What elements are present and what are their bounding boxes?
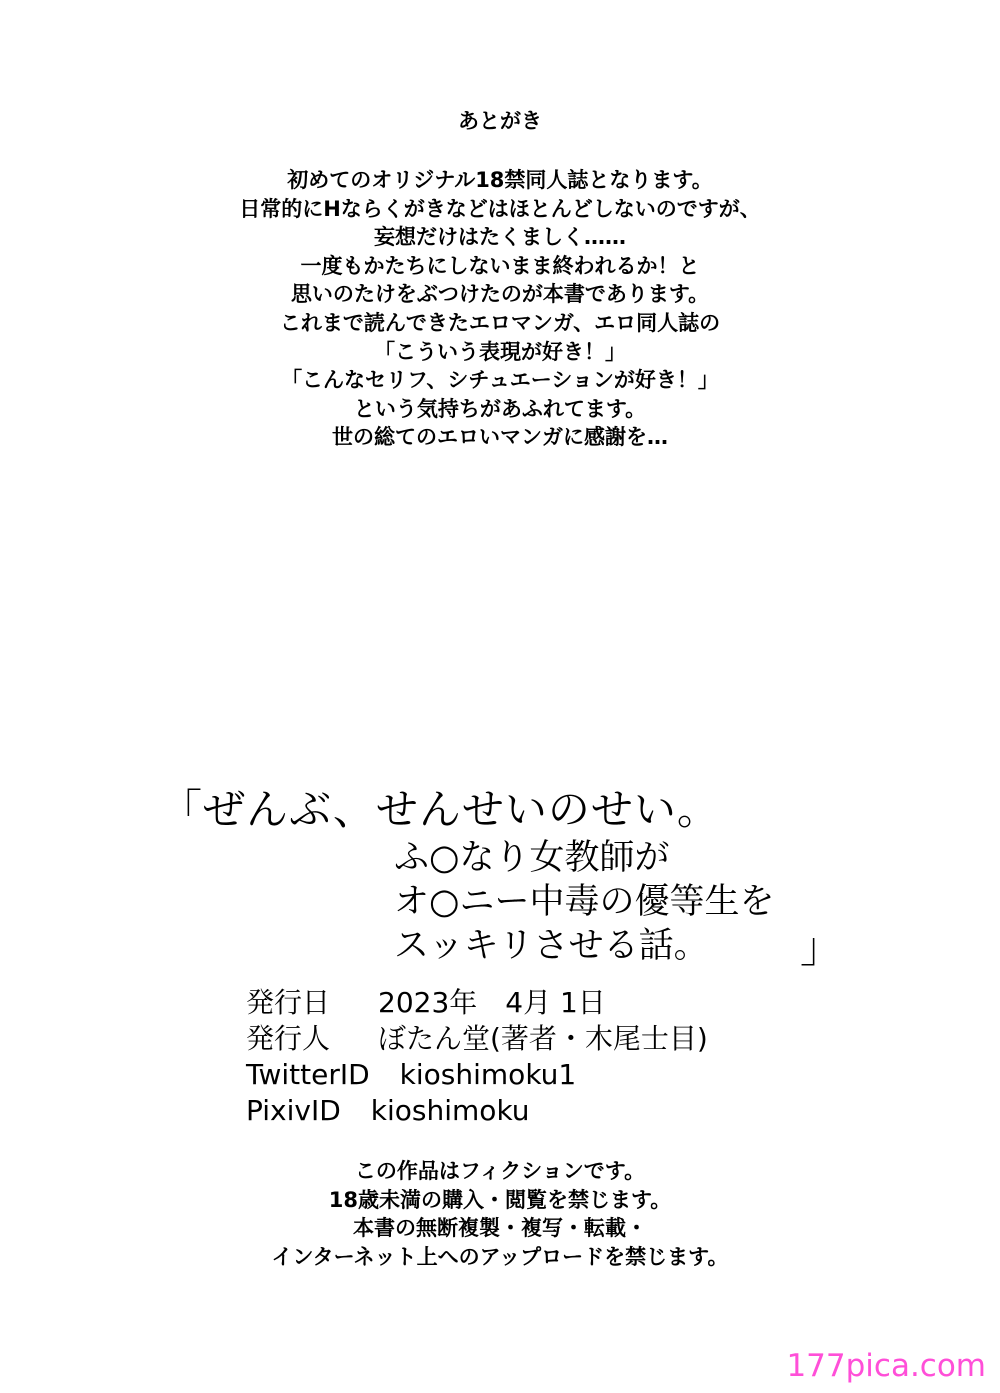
- book-title-closing-bracket: 」: [800, 923, 843, 972]
- afterword-line: という気持ちがあふれてます。: [353, 396, 647, 421]
- notice-line: この作品はフィクションです。: [354, 1159, 646, 1183]
- afterword-line: 妄想だけはたくましく……: [374, 225, 626, 250]
- colophon-issue-date: [246, 985, 708, 1021]
- book-title-main: 「ぜんぶ、せんせいのせい。: [160, 785, 720, 834]
- afterword-line: 世の総てのエロいマンガに感謝を…: [332, 425, 668, 450]
- afterword-line: 「こんなセリフ、シチュエーションが好き！」: [281, 368, 719, 393]
- watermark: 177pica.com: [786, 1348, 986, 1384]
- colophon-publisher: [246, 1021, 708, 1057]
- notice-line: インターネット上へのアップロードを禁じます。: [271, 1244, 729, 1269]
- afterword-line: 初めてのオリジナル18禁同人誌となります。: [287, 168, 713, 192]
- book-title: [160, 784, 843, 972]
- colophon-label: TwitterID: [246, 1058, 370, 1091]
- afterword-heading: あとがき: [458, 109, 542, 133]
- colophon-value: kioshimoku1: [399, 1058, 577, 1091]
- colophon-value: ぼたん堂(著者・木尾士目): [378, 1022, 708, 1055]
- colophon-pixiv: [246, 1093, 708, 1129]
- book-subtitle-line: オ○ニー中毒の優等生を: [394, 882, 775, 922]
- colophon-value: 2023年 4月 1日: [378, 986, 606, 1019]
- afterword-section: [0, 106, 1000, 452]
- notice-line: 18歳未満の購入・閲覧を禁じます。: [328, 1187, 672, 1212]
- legal-notice: [0, 1157, 1000, 1271]
- colophon: [246, 985, 708, 1129]
- afterword-line: 一度もかたちにしないまま終われるか！と: [300, 253, 700, 278]
- colophon-label: 発行人: [246, 1022, 331, 1055]
- notice-line: 本書の無断複製・複写・転載・: [353, 1216, 647, 1240]
- colophon-label: PixivID: [246, 1094, 341, 1127]
- colophon-value: kioshimoku: [370, 1094, 530, 1127]
- book-subtitle-line: ふ○なり女教師が: [394, 838, 670, 878]
- afterword-line: 「こういう表現が好き！」: [374, 339, 626, 364]
- colophon-label: 発行日: [246, 986, 331, 1019]
- colophon-twitter: [246, 1057, 708, 1093]
- afterword-line: これまで読んできたエロマンガ、エロ同人誌の: [279, 310, 721, 335]
- afterword-line: 日常的にHならくがきなどはほとんどしないのですが、: [239, 196, 761, 221]
- book-subtitle-line: スッキリさせる話。: [394, 926, 709, 966]
- afterword-line: 思いのたけをぶつけたのが本書であります。: [290, 282, 710, 307]
